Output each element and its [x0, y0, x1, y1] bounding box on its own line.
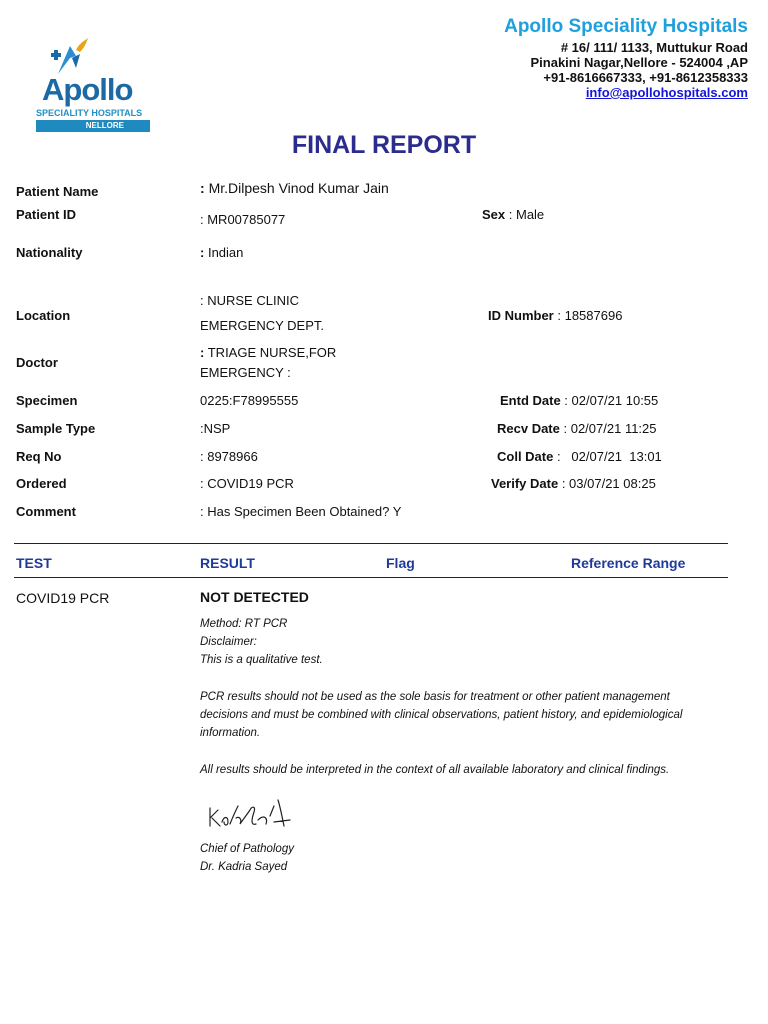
recv-date-field: [497, 421, 657, 436]
hospital-name: Apollo Speciality Hospitals: [504, 16, 748, 37]
address-line-2: Pinakini Nagar,Nellore - 524004 ,AP: [530, 55, 748, 70]
patient-id-value: : MR00785077: [200, 212, 286, 227]
logo-city: NELLORE: [85, 121, 124, 130]
email-link[interactable]: info@apollohospitals.com: [585, 85, 748, 100]
id-number-field: [488, 308, 622, 323]
doctor-line-1: : TRIAGE NURSE,FOR: [200, 345, 337, 360]
coll-date-value: : 02/07/21 13:01: [556, 449, 662, 464]
sample-type-value: :NSP: [200, 421, 231, 436]
specimen-label: Specimen: [16, 393, 78, 408]
comment-label: Comment: [16, 504, 76, 519]
pcr-note-line-2: decisions and must be combined with clinical observations, patient history, and epidemiological: [200, 709, 683, 721]
coll-date-label: Coll Date: [497, 449, 554, 464]
location-line-1: : NURSE CLINIC: [200, 293, 299, 308]
patient-name-value: : Mr.Dilpesh Vinod Kumar Jain: [200, 180, 389, 196]
sex-value: : Male: [508, 207, 545, 222]
table-top-rule: [14, 543, 728, 544]
pcr-note-line-3: information.: [200, 727, 261, 739]
table-header-rule: [14, 577, 728, 578]
req-no-label: Req No: [16, 449, 62, 464]
nationality-value: : Indian: [200, 245, 244, 260]
test-name: COVID19 PCR: [16, 590, 110, 606]
phone-numbers: +91-8616667333, +91-8612358333: [543, 70, 748, 85]
verify-date-value: : 03/07/21 08:25: [561, 476, 656, 491]
entd-date-value: : 02/07/21 10:55: [564, 393, 659, 408]
qualitative-note: This is a qualitative test.: [200, 654, 323, 666]
sex-label: Sex: [482, 207, 506, 222]
ordered-label: Ordered: [16, 476, 67, 491]
method-note: Method: RT PCR: [200, 618, 288, 630]
patient-id-label: Patient ID: [16, 207, 76, 222]
col-header-test: TEST: [16, 555, 52, 571]
location-label: Location: [16, 308, 71, 323]
disclaimer-label: Disclaimer:: [200, 636, 257, 648]
sex-field: [482, 207, 544, 222]
address-line-1: # 16/ 111/ 1133, Muttukur Road: [560, 40, 748, 55]
signatory-role: Chief of Pathology: [200, 843, 294, 855]
patient-name-text: Mr.Dilpesh Vinod Kumar Jain: [208, 180, 389, 196]
logo-wordmark: Apollo: [42, 72, 133, 107]
ordered-value: : COVID19 PCR: [200, 476, 294, 491]
coll-date-field: [497, 449, 662, 464]
location-line-2: EMERGENCY DEPT.: [200, 318, 325, 333]
col-header-reference-range: Reference Range: [571, 555, 686, 571]
entd-date-field: [500, 393, 658, 408]
verify-date-field: [491, 476, 656, 491]
id-number-value: : 18587696: [557, 308, 623, 323]
doctor-label: Doctor: [16, 355, 58, 370]
signatory-name: Dr. Kadria Sayed: [200, 861, 288, 873]
id-number-label: ID Number: [488, 308, 554, 323]
col-header-flag: Flag: [386, 555, 415, 571]
patient-name-label: Patient Name: [16, 184, 99, 199]
entd-date-label: Entd Date: [500, 393, 561, 408]
signature-image: [204, 796, 296, 836]
recv-date-value: : 02/07/21 11:25: [563, 421, 657, 436]
verify-date-label: Verify Date: [491, 476, 559, 491]
test-result: NOT DETECTED: [200, 589, 309, 605]
recv-date-label: Recv Date: [497, 421, 560, 436]
comment-value: : Has Specimen Been Obtained? Y: [200, 504, 402, 519]
req-no-value: : 8978966: [200, 449, 258, 464]
doctor-line-2: EMERGENCY :: [200, 365, 291, 380]
nationality-label: Nationality: [16, 245, 83, 260]
specimen-value: 0225:F78995555: [200, 393, 299, 408]
interpretation-note: All results should be interpreted in the context of all available laboratory and clinical findings.: [200, 764, 670, 776]
sample-type-label: Sample Type: [16, 421, 96, 436]
doctor-text: TRIAGE NURSE,FOR: [207, 345, 337, 360]
pcr-note-line-1: PCR results should not be used as the sole basis for treatment or other patient management: [200, 691, 670, 703]
report-title: FINAL REPORT: [291, 131, 477, 159]
logo-subtitle: SPECIALITY HOSPITALS: [36, 108, 143, 118]
nationality-text: Indian: [207, 245, 244, 260]
col-header-result: RESULT: [200, 555, 255, 571]
